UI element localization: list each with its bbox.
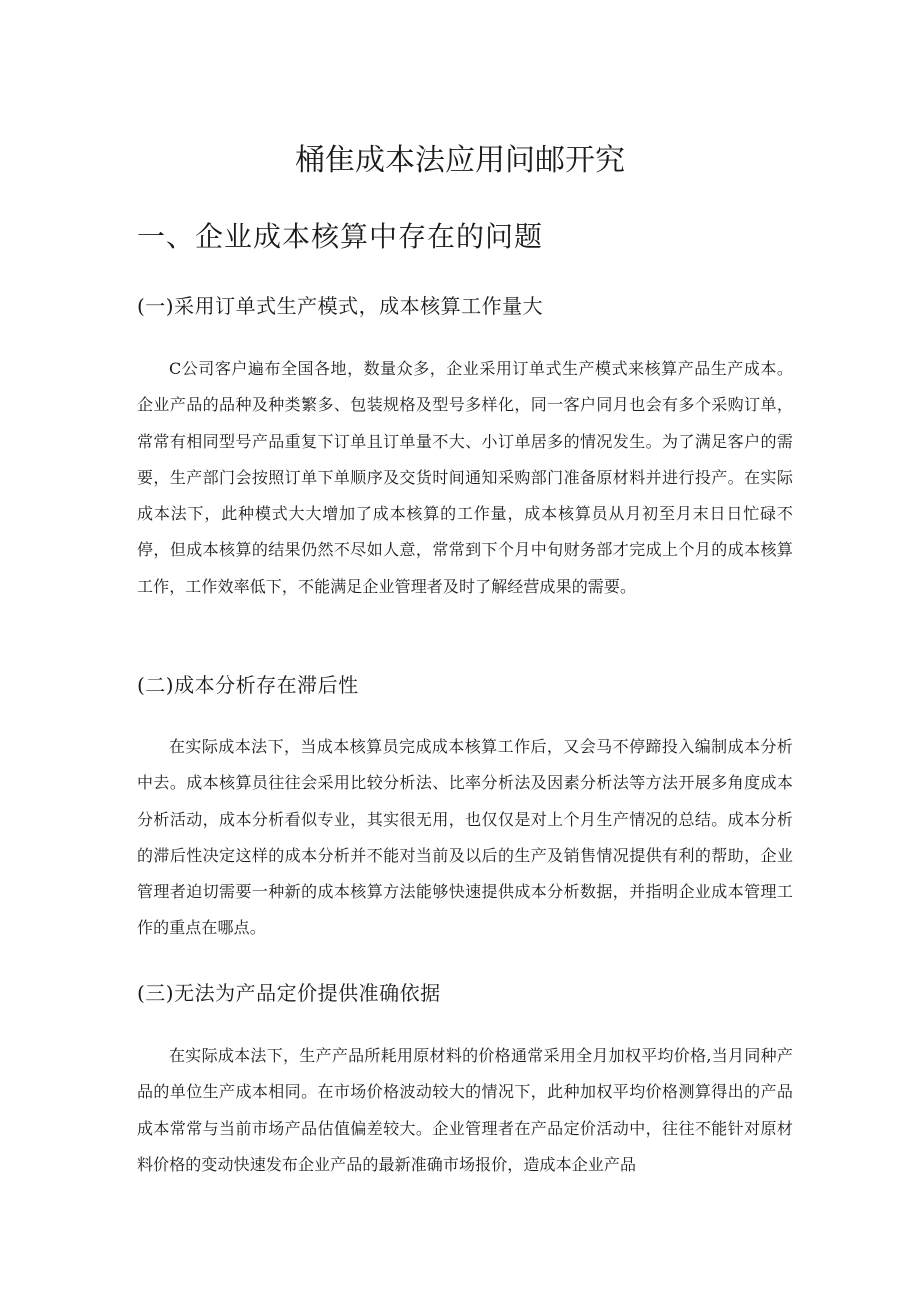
subsection-heading-3: (三)无法为产品定价提供准确依据 xyxy=(137,981,441,1005)
document-title: 桶隹成本法应用问邮开究 xyxy=(295,143,625,178)
paragraph-2: 在实际成本法下，当成本核算员完成成本核算工作后，又会马不停蹄投入编制成本分析中去。成本核算员往往会采用比较分析法、比率分析法及因素分析法等方法开展多角度成本分析活动，成本分析看似专业，其实很无用，也仅仅是对上个月生产情况的总结。成本分析的滞后性决定这样的成本分析并不能对当前及以后的生产及销售情况提供有利的帮助，企业管理者迫切需要一种新的成本核算方法能够快速提供成本分析数据，并指明企业成本管理工作的重点在哪点。 xyxy=(137,737,793,938)
subsection-heading-1: (一)采用订单式生产模式，成本核算工作量大 xyxy=(137,294,544,318)
subsection-heading-2: (二)成本分析存在滞后性 xyxy=(137,673,359,697)
paragraph-1: C公司客户遍布全国各地，数量众多，企业采用订单式生产模式来核算产品生产成本。企业产品的品种及种类繁多、包装规格及型号多样化，同一客户同月也会有多个采购订单，常常有相同型号产品重复下订单且订单量不大、小订单居多的情况发生。为了满足客户的需要，生产部门会按照订单下单顺序及交货时间通知采购部门准备原材料并进行投产。在实际成本法下，此种模式大大增加了成本核算的工作量，成本核算员从月初至月末日日忙碌不停，但成本核算的结果仍然不尽如人意，常常到下个月中旬财务部才完成上个月的成本核算工作，工作效率低下，不能满足企业管理者及时了解经营成果的需要。 xyxy=(137,359,793,596)
section-heading: 一、企业成本核算中存在的问题 xyxy=(137,220,544,253)
paragraph-3: 在实际成本法下，生产产品所耗用原材料的价格通常采用全月加权平均价格,当月同种产品的单位生产成本相同。在市场价格波动较大的情况下，此种加权平均价格测算得出的产品成本常常与当前市场产品估值偏差较大。企业管理者在产品定价活动中，往往不能针对原材料价格的变动快速发布企业产品的最新准确市场报价，造成本企业产品 xyxy=(137,1046,793,1174)
